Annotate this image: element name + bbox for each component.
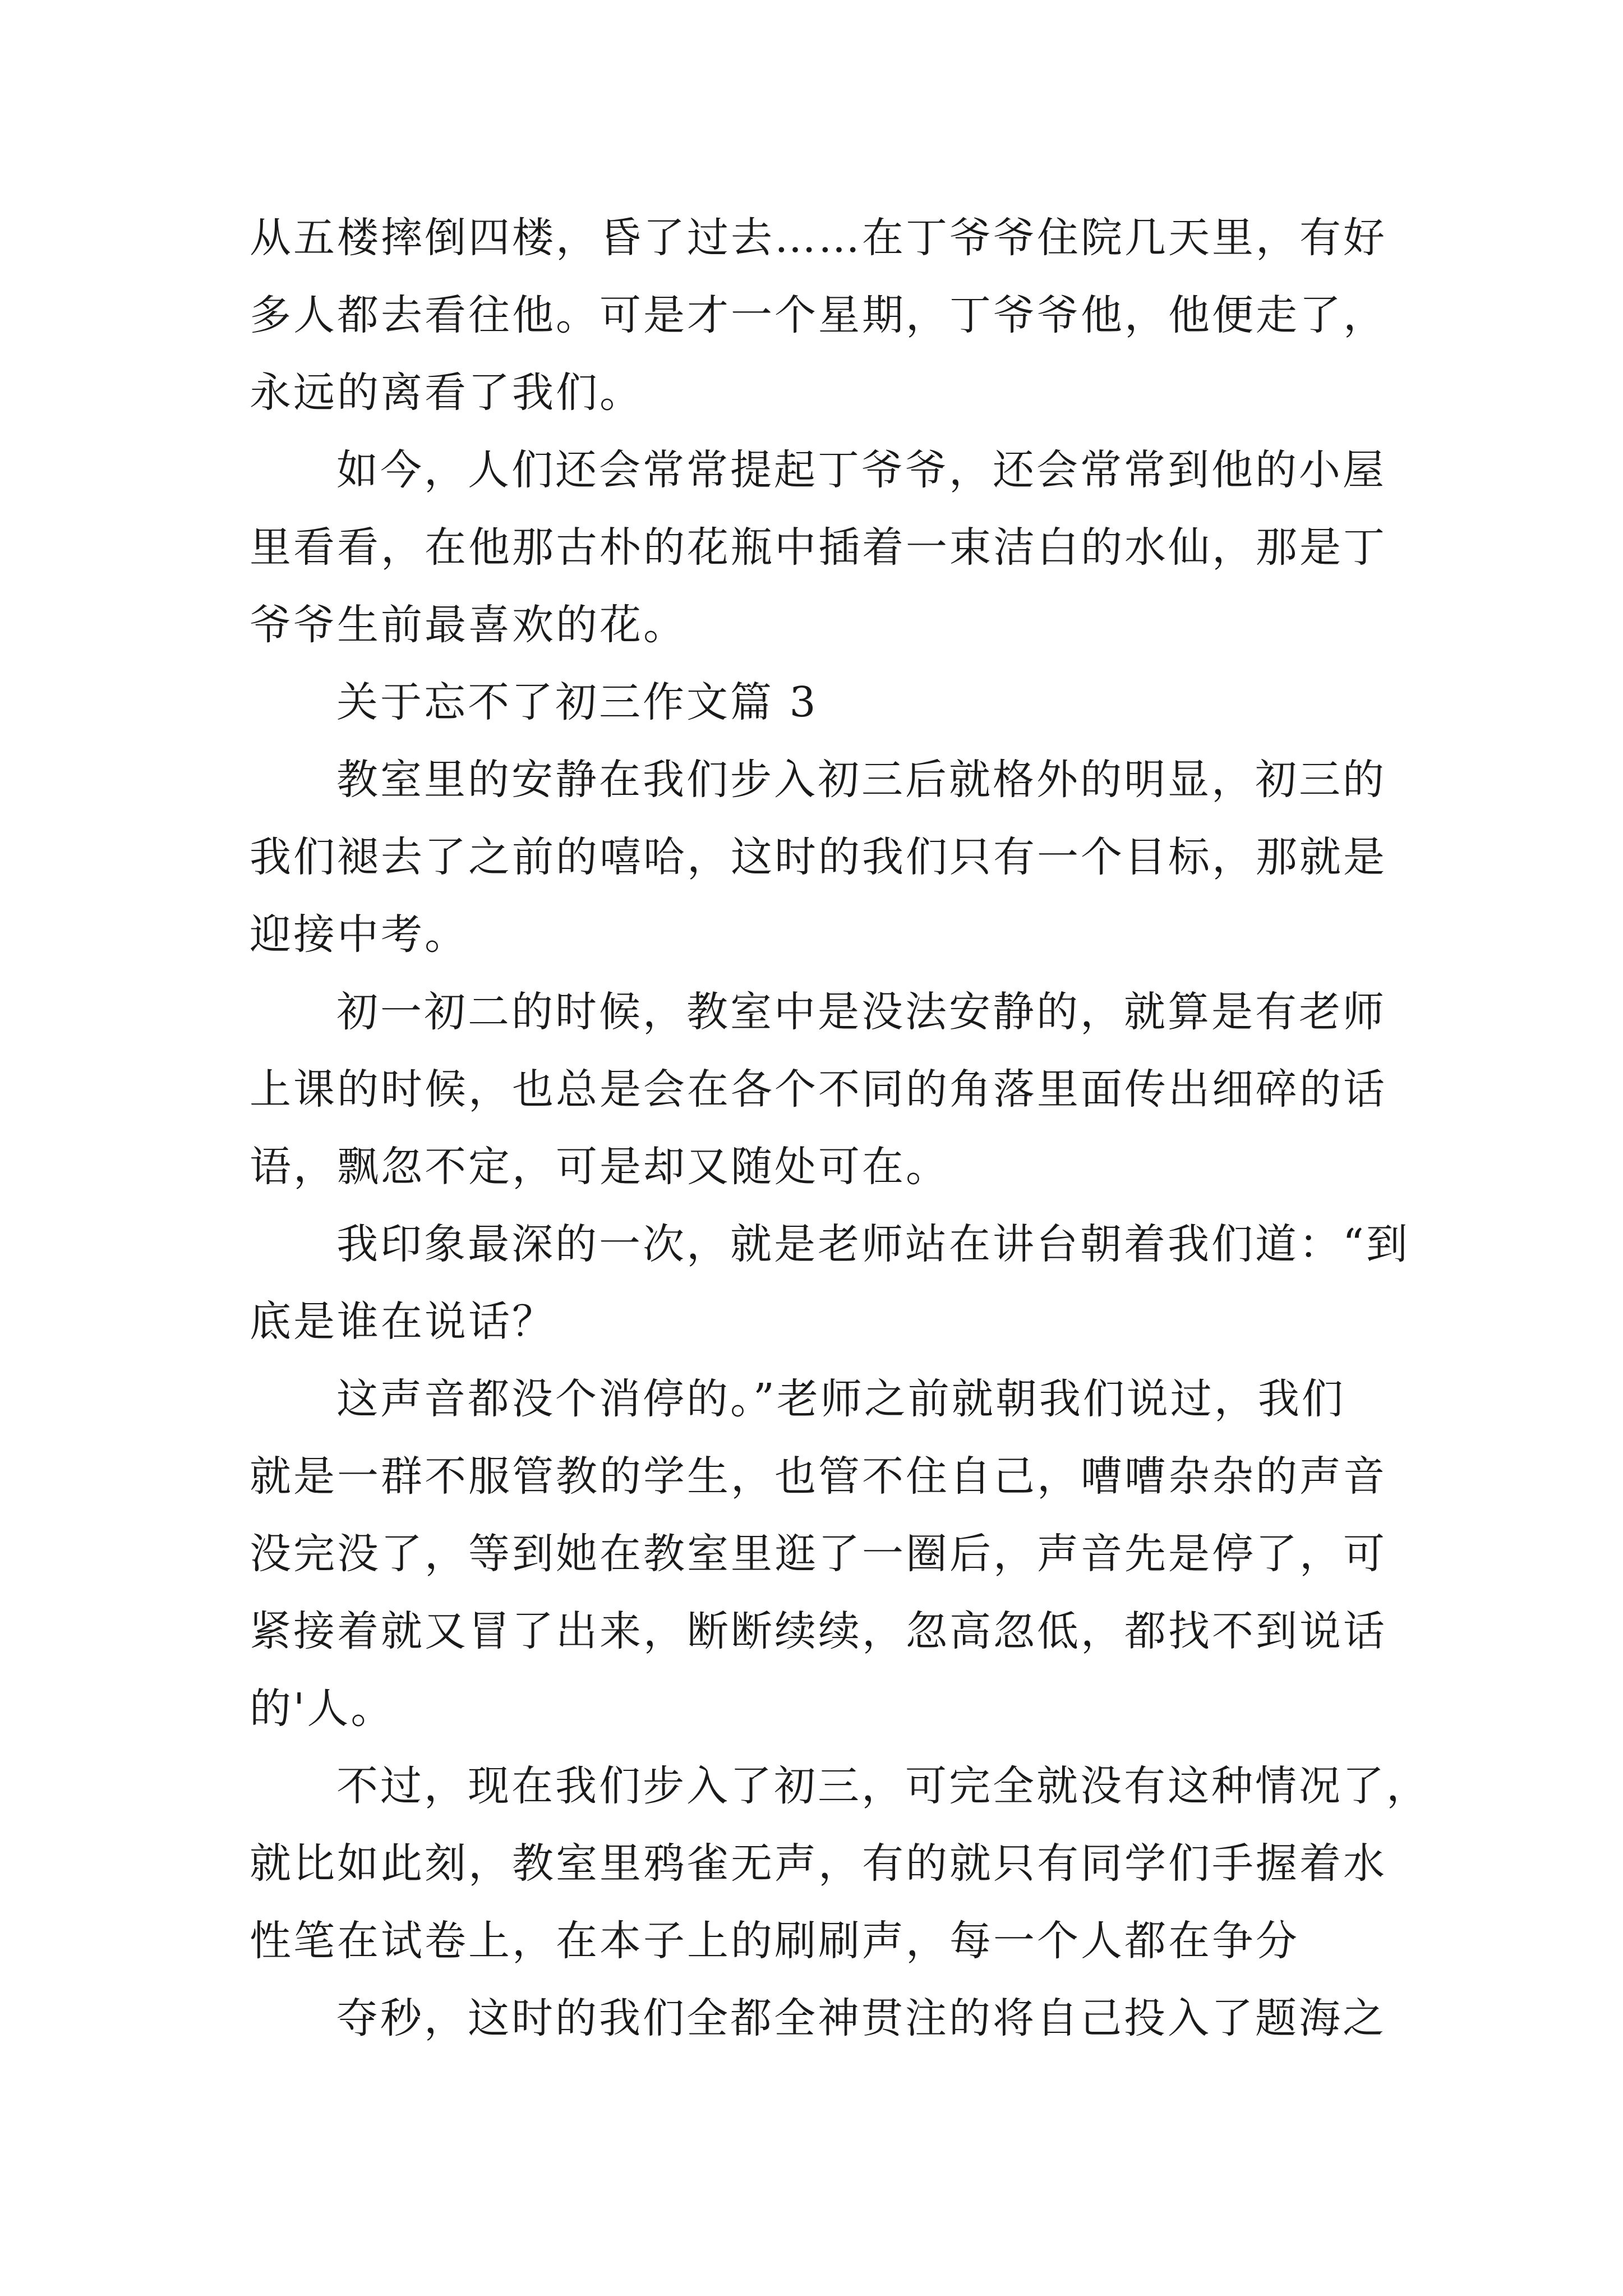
text-line: 上课的时候，也总是会在各个不同的角落里面传出细碎的话 <box>250 1065 1387 1114</box>
text-line: 底是谁在说话？ <box>250 1297 556 1346</box>
text-line: 紧接着就又冒了出来，断断续续，忽高忽低，都找不到说话 <box>250 1607 1387 1655</box>
text-line: 迎接中考。 <box>250 910 468 959</box>
text-line: 永远的离看了我们。 <box>250 369 643 417</box>
text-line: 我印象最深的一次，就是老师站在讲台朝着我们道：“到 <box>336 1220 1410 1268</box>
text-line: 里看看，在他那古朴的花瓶中插着一束洁白的水仙，那是丁 <box>250 523 1387 572</box>
text-line: 的'人。 <box>250 1685 395 1733</box>
text-line: 我们褪去了之前的嘻哈，这时的我们只有一个目标，那就是 <box>250 833 1387 881</box>
text-line: 多人都去看往他。可是才一个星期，丁爷爷他，他便走了， <box>250 291 1387 339</box>
text-line: 初一初二的时候，教室中是没法安静的，就算是有老师 <box>336 988 1386 1036</box>
text-line: 语，飘忽不定，可是却又随处可在。 <box>250 1143 949 1191</box>
text-line: 不过，现在我们步入了初三，可完全就没有这种情况了， <box>336 1762 1430 1810</box>
section-heading: 关于忘不了初三作文篇 3 <box>336 678 818 726</box>
document-body <box>250 199 1430 2057</box>
text-line: 教室里的安静在我们步入初三后就格外的明显，初三的 <box>336 756 1386 804</box>
text-line: 从五楼摔倒四楼，昏了过去……在丁爷爷住院几天里，有好 <box>250 214 1387 262</box>
text-line: 性笔在试卷上，在本子上的刷刷声，每一个人都在争分 <box>250 1917 1299 1965</box>
text-line: 就比如此刻，教室里鸦雀无声，有的就只有同学们手握着水 <box>250 1839 1387 1888</box>
text-line: 爷爷生前最喜欢的花。 <box>250 601 687 649</box>
text-line: 如今，人们还会常常提起丁爷爷，还会常常到他的小屋 <box>336 446 1386 494</box>
text-line: 没完没了，等到她在教室里逛了一圈后，声音先是停了，可 <box>250 1530 1387 1578</box>
text-line: 就是一群不服管教的学生，也管不住自己，嘈嘈杂杂的声音 <box>250 1452 1387 1501</box>
text-line: 这声音都没个消停的。”老师之前就朝我们说过，我们 <box>336 1375 1345 1423</box>
text-line: 夺秒，这时的我们全都全神贯注的将自己投入了题海之 <box>336 1994 1386 2042</box>
